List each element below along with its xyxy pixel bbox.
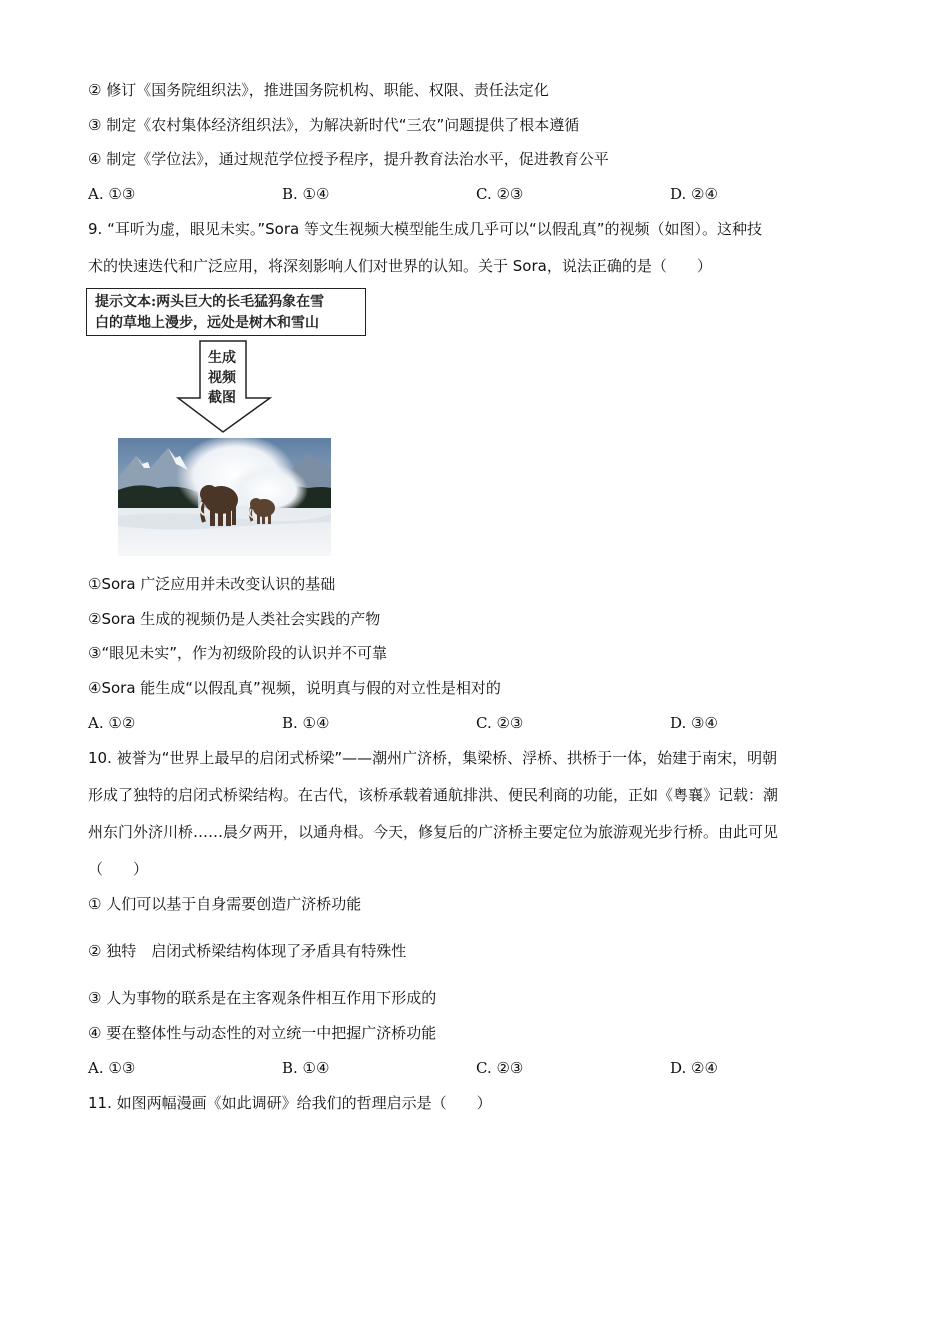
q10-item-1: ① 人们可以基于自身需要创造广济桥功能: [88, 895, 362, 913]
q8-option-d: D. ②④: [670, 185, 718, 203]
q8-item-3: ③ 制定《农村集体经济组织法》，为解决新时代“三农”问题提供了根本遵循: [88, 116, 580, 134]
prompt-line-2: 白的草地上漫步，远处是树木和雪山: [95, 315, 319, 331]
q10-stem-line3: 州东门外济川桥……晨夕两开，以通舟楫。今天，修复后的广济桥主要定位为旅游观光步行桥。由此可见: [88, 823, 779, 841]
q8-item-4: ④ 制定《学位法》，通过规范学位授予程序，提升教育法治水平，促进教育公平: [88, 150, 609, 168]
q9-stem-line2: 术的快速迭代和广泛应用，将深刻影响人们对世界的认知。关于 Sora，说法正确的是（ ）: [88, 257, 712, 275]
q9-option-c: C. ②③: [476, 714, 524, 732]
mammoth-video-screenshot: [118, 438, 331, 556]
q9-stem-line1: 9. “耳听为虚，眼见未实。”Sora 等文生视频大模型能生成几乎可以“以假乱真”的视频（如图）。这种技: [88, 220, 762, 238]
q10-option-d: D. ②④: [670, 1059, 718, 1077]
q10-item-2: ② 独特 启闭式桥梁结构体现了矛盾具有特殊性: [88, 942, 407, 960]
q8-option-c: C. ②③: [476, 185, 524, 203]
q10-option-c: C. ②③: [476, 1059, 524, 1077]
q9-item-3: ③“眼见未实”，作为初级阶段的认识并不可靠: [88, 644, 387, 662]
arrow-label-line-2: 视频: [208, 370, 236, 386]
q8-option-b: B. ①④: [282, 185, 330, 203]
q10-stem-line1: 10. 被誉为“世界上最早的启闭式桥梁”——潮州广济桥，集梁桥、浮桥、拱桥于一体，始建于南宋，明朝: [88, 749, 778, 767]
q11-stem: 11. 如图两幅漫画《如此调研》给我们的哲理启示是（ ）: [88, 1094, 492, 1112]
q9-option-d: D. ③④: [670, 714, 718, 732]
q9-item-2: ②Sora 生成的视频仍是人类社会实践的产物: [88, 610, 381, 628]
q10-option-b: B. ①④: [282, 1059, 330, 1077]
q10-stem-line2: 形成了独特的启闭式桥梁结构。在古代，该桥承载着通航排洪、便民利商的功能，正如《粤襄》记载：潮: [88, 786, 779, 804]
q9-item-1: ①Sora 广泛应用并未改变认识的基础: [88, 575, 336, 593]
prompt-line-1: 提示文本:两头巨大的长毛猛犸象在雪: [95, 294, 325, 310]
prompt-text-box: [86, 288, 366, 336]
q10-stem-line4: （ ）: [88, 860, 149, 878]
q9-option-a: A. ①②: [88, 714, 136, 732]
arrow-label-line-3: 截图: [208, 390, 236, 406]
q9-option-b: B. ①④: [282, 714, 330, 732]
q8-option-a: A. ①③: [88, 185, 136, 203]
q9-item-4: ④Sora 能生成“以假乱真”视频，说明真与假的对立性是相对的: [88, 679, 501, 697]
q10-item-4: ④ 要在整体性与动态性的对立统一中把握广济桥功能: [88, 1024, 437, 1042]
arrow-label-line-1: 生成: [208, 350, 236, 366]
arrow-label: [200, 348, 244, 408]
q10-option-a: A. ①③: [88, 1059, 136, 1077]
q8-item-2: ② 修订《国务院组织法》，推进国务院机构、职能、权限、责任法定化: [88, 81, 549, 99]
q10-item-3: ③ 人为事物的联系是在主客观条件相互作用下形成的: [88, 989, 437, 1007]
